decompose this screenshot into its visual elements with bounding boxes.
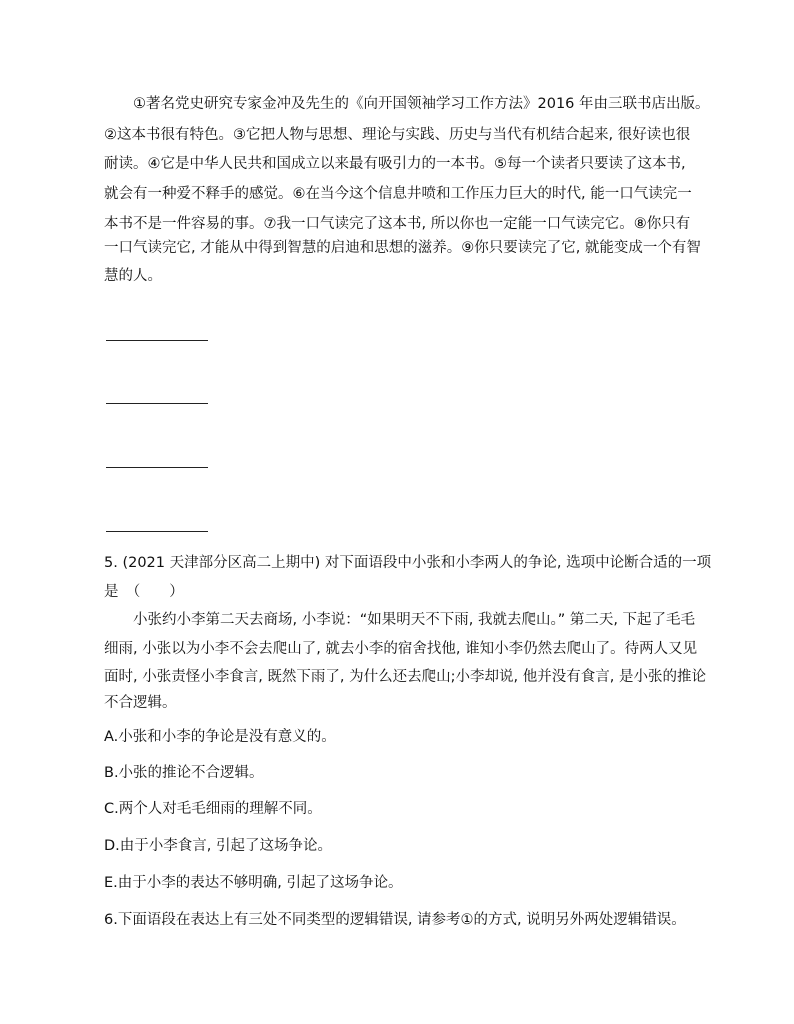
question-stem-continued: 是 （ ） bbox=[104, 584, 184, 600]
answer-blank-line[interactable] bbox=[106, 340, 208, 341]
option-b[interactable]: B.小张的推论不合逻辑。 bbox=[104, 765, 264, 781]
answer-blank-line[interactable] bbox=[106, 531, 208, 532]
answer-blank-line[interactable] bbox=[106, 403, 208, 404]
question-stem: 5. (2021 天津部分区高二上期中) 对下面语段中小张和小李两人的争论, 选项中论断合适的一项 bbox=[104, 555, 712, 571]
passage-line: 耐读。④它是中华人民共和国成立以来最有吸引力的一本书。⑤每一个读者只要读了这本书, bbox=[104, 156, 686, 172]
answer-blank-line[interactable] bbox=[106, 467, 208, 468]
passage-line: 本书不是一件容易的事。⑦我一口气读完了这本书, 所以你也一定能一口气读完它。⑧你只有 bbox=[104, 216, 691, 232]
option-a[interactable]: A.小张和小李的争论是没有意义的。 bbox=[104, 729, 336, 745]
passage-line: 慧的人。 bbox=[104, 268, 162, 284]
question-6-stem: 6.下面语段在表达上有三处不同类型的逻辑错误, 请参考①的方式, 说明另外两处逻辑错误。 bbox=[104, 912, 686, 928]
passage-line: ①著名党史研究专家金冲及先生的《向开国领袖学习工作方法》2016 年由三联书店出版。 bbox=[133, 96, 710, 112]
passage-line: ②这本书很有特色。③它把人物与思想、理论与实践、历史与当代有机结合起来, 很好读也很 bbox=[104, 127, 691, 143]
passage-line: 一口气读完它, 才能从中得到智慧的启迪和思想的滋养。⑨你只要读完了它, 就能变成一个有智 bbox=[104, 240, 701, 256]
option-c[interactable]: C.两个人对毛毛细雨的理解不同。 bbox=[104, 801, 322, 817]
passage-line: 面时, 小张责怪小李食言, 既然下雨了, 为什么还去爬山;小李却说, 他并没有食言, 是小张的推论 bbox=[104, 669, 706, 685]
option-d[interactable]: D.由于小李食言, 引起了这场争论。 bbox=[104, 838, 332, 854]
passage-line: 细雨, 小张以为小李不会去爬山了, 就去小李的宿舍找他, 谁知小李仍然去爬山了。待两人又见 bbox=[104, 641, 698, 657]
passage-line: 就会有一种爱不释手的感觉。⑥在当今这个信息井喷和工作压力巨大的时代, 能一口气读完一 bbox=[104, 186, 692, 202]
option-e[interactable]: E.由于小李的表达不够明确, 引起了这场争论。 bbox=[104, 875, 403, 891]
passage-line: 小张约小李第二天去商场, 小李说：“如果明天不下雨, 我就去爬山。” 第二天, 下起了毛毛 bbox=[133, 612, 696, 628]
passage-line: 不合逻辑。 bbox=[104, 695, 177, 711]
